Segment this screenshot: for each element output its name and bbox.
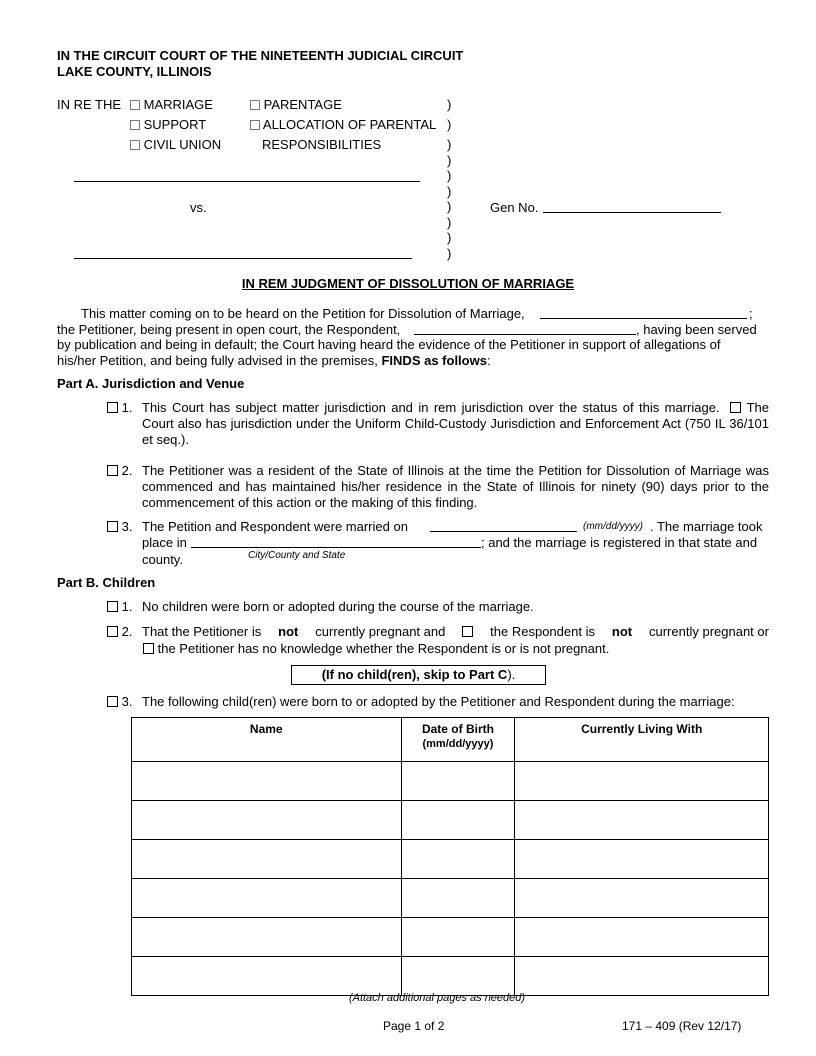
gen-no-field[interactable] <box>543 212 721 213</box>
intro-line-2a: the Petitioner, being present in open court, the Respondent, <box>57 322 401 337</box>
child-living-with-cell[interactable] <box>515 762 769 801</box>
part-b-item-2-checkbox[interactable] <box>107 624 132 639</box>
caption-paren: ) <box>447 215 452 230</box>
children-table <box>131 717 769 996</box>
respondent-field[interactable] <box>414 334 636 335</box>
case-type-support-label: SUPPORT <box>143 117 207 132</box>
child-living-with-cell[interactable] <box>515 957 769 996</box>
caption-paren: ) <box>447 168 452 183</box>
court-county: LAKE COUNTY, ILLINOIS <box>57 64 212 79</box>
table-row <box>132 918 769 957</box>
attach-note: (Attach additional pages as needed) <box>348 992 526 1004</box>
table-row <box>132 762 769 801</box>
case-type-allocation-label: ALLOCATION OF PARENTAL <box>262 117 437 132</box>
marriage-place-hint: City/County and State <box>248 550 346 561</box>
caption-paren: ) <box>447 137 452 152</box>
table-row <box>132 840 769 879</box>
item-text: the Respondent is <box>490 624 595 639</box>
case-type-support[interactable] <box>130 117 206 132</box>
married-on-label: The Petition and Respondent were married on <box>142 519 408 534</box>
caption-paren: ) <box>447 246 452 261</box>
case-type-marriage[interactable] <box>130 97 213 112</box>
part-a-item-1-checkbox[interactable] <box>107 400 132 415</box>
registered-label: ; and the marriage is registered in that state and <box>481 535 758 550</box>
table-header-row <box>132 718 769 762</box>
intro-text: his/her Petition, and being fully advised in the premises, <box>57 353 378 368</box>
vs-label: vs. <box>190 200 207 215</box>
child-dob-cell[interactable] <box>401 801 515 840</box>
case-type-parentage-label: PARENTAGE <box>263 97 342 112</box>
case-type-civil-union[interactable] <box>130 137 221 152</box>
item-text: That the Petitioner is <box>142 624 262 639</box>
part-a-heading: Part A. Jurisdiction and Venue <box>57 376 245 391</box>
checkbox-icon[interactable] <box>107 402 118 413</box>
column-header-dob <box>401 718 515 762</box>
case-type-marriage-label: MARRIAGE <box>143 97 213 112</box>
case-type-allocation-label-2: RESPONSIBILITIES <box>262 137 382 152</box>
gen-no-label: Gen No. <box>490 200 539 215</box>
caption-paren: ) <box>447 230 452 245</box>
marriage-date-field[interactable] <box>430 531 577 532</box>
part-b-item-1-checkbox[interactable] <box>107 599 132 614</box>
marriage-date-hint: (mm/dd/yyyy) <box>583 521 643 532</box>
ucca-checkbox[interactable] <box>730 402 741 413</box>
item-number: 3. <box>121 519 133 534</box>
item-text: This Court has subject matter jurisdiction and in rem jurisdiction over the status of this marriage. <box>142 400 720 415</box>
part-b-item-2-line-2 <box>143 641 609 656</box>
checkbox-icon[interactable] <box>107 626 118 637</box>
item-number: 1. <box>121 400 133 415</box>
child-name-cell[interactable] <box>132 918 402 957</box>
child-name-cell[interactable] <box>132 801 402 840</box>
caption-paren: ) <box>447 199 452 214</box>
intro-line-2b: , having been served <box>636 322 757 337</box>
intro-line-3: by publication and being in default; the Court having heard the evidence of the Petitioner in support of allegations of <box>57 337 721 352</box>
child-dob-cell[interactable] <box>401 840 515 879</box>
part-b-heading: Part B. Children <box>57 575 156 590</box>
checkbox-icon[interactable] <box>130 140 140 150</box>
child-name-cell[interactable] <box>132 840 402 879</box>
intro-line-4 <box>57 353 491 368</box>
child-name-cell[interactable] <box>132 762 402 801</box>
respondent-pregnant-checkbox[interactable] <box>462 626 473 637</box>
caption-paren: ) <box>447 184 452 199</box>
item-text: The Court also has jurisdiction under the Uniform Child-Custody Jurisdiction and Enforcement Act (750 IL 36/101 et seq.). <box>142 400 769 447</box>
caption-paren: ) <box>447 153 452 168</box>
page-number: Page 1 of 2 <box>383 1019 445 1033</box>
intro-semicolon: ; <box>749 306 753 321</box>
part-a-item-3-checkbox[interactable] <box>107 519 132 534</box>
marriage-took-label: . The marriage took <box>650 519 763 534</box>
skip-notice-end: ). <box>507 667 516 682</box>
part-b-item-3-checkbox[interactable] <box>107 694 132 709</box>
child-dob-cell[interactable] <box>401 762 515 801</box>
not-label: not <box>611 624 633 639</box>
part-a-item-1-text <box>142 400 769 448</box>
child-living-with-cell[interactable] <box>515 918 769 957</box>
child-living-with-cell[interactable] <box>515 801 769 840</box>
part-a-item-2-checkbox[interactable] <box>107 463 132 478</box>
caption-paren: ) <box>447 117 452 132</box>
intro-text: This matter coming on to be heard on the Petition for Dissolution of Marriage, <box>81 306 525 321</box>
petition-filed-field[interactable] <box>540 318 747 319</box>
table-row <box>132 957 769 996</box>
form-number: 171 – 409 (Rev 12/17) <box>622 1019 742 1033</box>
child-dob-cell[interactable] <box>401 957 515 996</box>
dob-format-hint: (mm/dd/yyyy) <box>422 738 494 750</box>
skip-notice-text: (If no child(ren), skip to Part C <box>321 667 508 682</box>
child-living-with-cell[interactable] <box>515 840 769 879</box>
intro-colon: : <box>486 353 491 368</box>
item-number: 2. <box>121 463 133 478</box>
checkbox-icon[interactable] <box>107 696 118 707</box>
not-label: not <box>278 624 299 639</box>
child-name-cell[interactable] <box>132 879 402 918</box>
checkbox-icon[interactable] <box>107 521 118 532</box>
checkbox-icon[interactable] <box>107 601 118 612</box>
checkbox-icon[interactable] <box>107 465 118 476</box>
case-type-parentage[interactable] <box>250 97 342 112</box>
column-header-name: Name <box>132 718 402 762</box>
item-text: currently pregnant or <box>649 624 769 639</box>
case-type-civil-union-label: CIVIL UNION <box>143 137 222 152</box>
item-number: 2. <box>121 624 133 639</box>
page-title-text: IN REM JUDGMENT OF DISSOLUTION OF MARRIAGE <box>241 276 575 291</box>
respondent-name-field[interactable] <box>74 258 412 259</box>
marriage-place-field[interactable] <box>191 547 481 548</box>
child-dob-cell[interactable] <box>401 879 515 918</box>
table-row <box>132 879 769 918</box>
caption-paren: ) <box>447 97 452 112</box>
part-b-item-2-line-1 <box>142 624 769 639</box>
child-name-cell[interactable] <box>132 957 402 996</box>
case-type-allocation[interactable] <box>250 117 436 132</box>
checkbox-icon[interactable] <box>130 120 140 130</box>
page-title <box>0 276 816 291</box>
item-text: currently pregnant and <box>315 624 446 639</box>
child-living-with-cell[interactable] <box>515 879 769 918</box>
place-in-label: place in <box>142 535 187 550</box>
in-re-label: IN RE THE <box>57 97 122 112</box>
dob-header-text: Date of Birth <box>421 722 494 736</box>
column-header-living-with: Currently Living With <box>515 718 769 762</box>
checkbox-icon[interactable] <box>250 120 260 130</box>
no-knowledge-checkbox[interactable] <box>143 643 154 654</box>
court-name: IN THE CIRCUIT COURT OF THE NINETEENTH JUDICIAL CIRCUIT <box>57 48 464 63</box>
petitioner-name-field[interactable] <box>74 181 420 182</box>
item-text: the Petitioner has no knowledge whether the Respondent is or is not pregnant. <box>157 641 610 656</box>
table-row <box>132 801 769 840</box>
skip-notice <box>291 665 546 685</box>
child-dob-cell[interactable] <box>401 918 515 957</box>
part-b-item-3-text: The following child(ren) were born to or adopted by the Petitioner and Respondent during the marriage: <box>142 694 735 709</box>
intro-line-1 <box>81 306 525 321</box>
item-number: 3. <box>121 694 133 709</box>
item-number: 1. <box>121 599 133 614</box>
county-label: county. <box>142 552 183 567</box>
part-b-item-1-text: No children were born or adopted during the course of the marriage. <box>142 599 534 614</box>
part-a-item-2-text: The Petitioner was a resident of the State of Illinois at the time the Petition for Dissolution of Marriage was commenced and has maintained his/her residence in the State of Illinois for ninety (90) days prior to the commencement of this action or the making of this finding. <box>142 463 769 510</box>
checkbox-icon[interactable] <box>130 100 140 110</box>
finds-label: FINDS as follows <box>381 353 487 368</box>
checkbox-icon[interactable] <box>250 100 260 110</box>
